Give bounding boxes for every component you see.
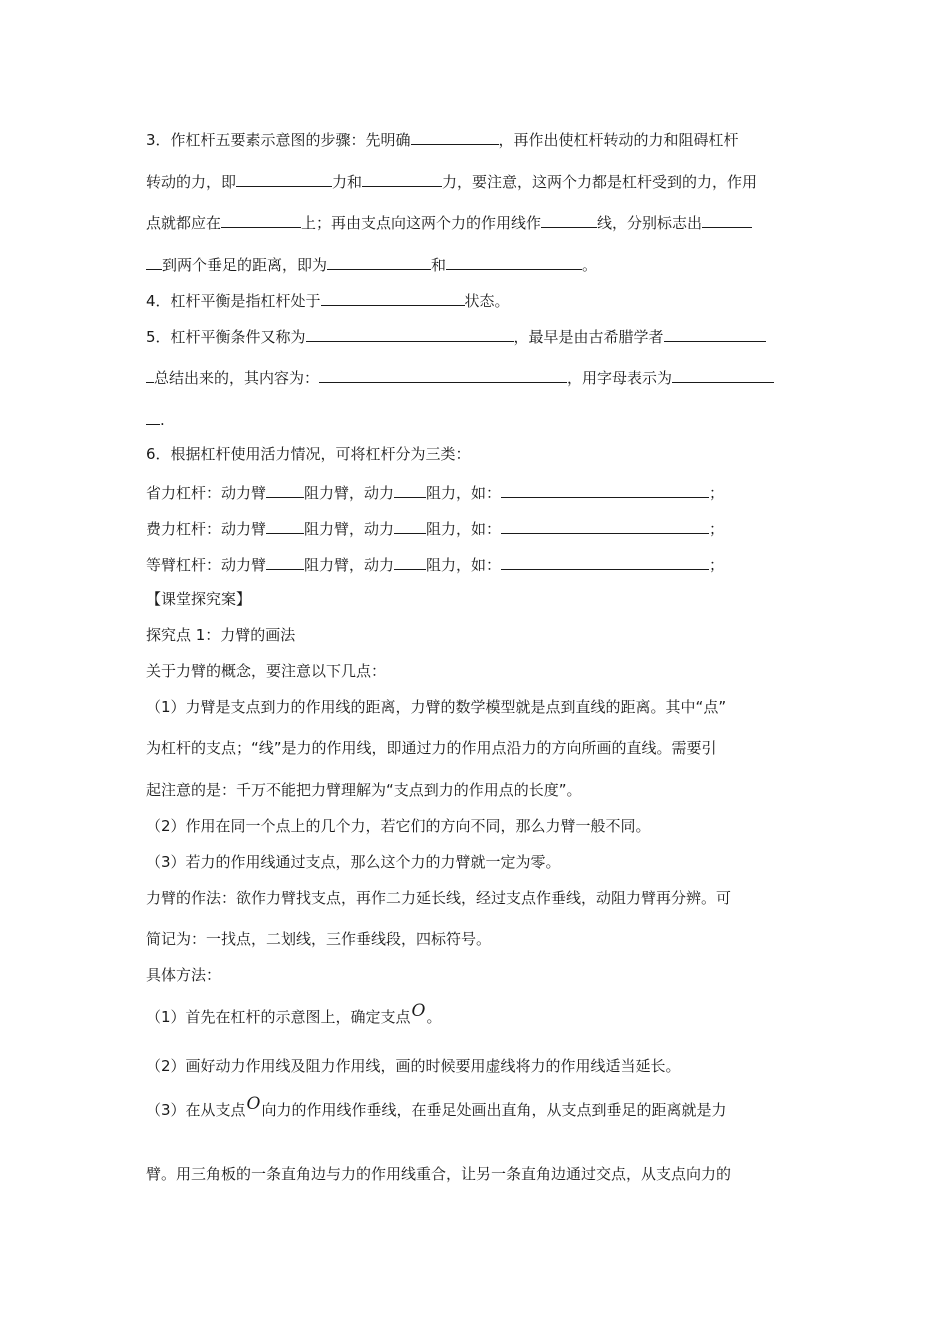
blank[interactable] bbox=[672, 366, 774, 383]
q5-line3 bbox=[146, 408, 165, 430]
q3-text-3b: 上；再由支点向这两个力的作用线作 bbox=[301, 214, 542, 232]
step-3-text-a: （3）在从支点 bbox=[146, 1101, 246, 1119]
q5-line2 bbox=[146, 366, 774, 388]
blank[interactable] bbox=[446, 253, 582, 270]
para-2: （2）作用在同一个点上的几个力，若它们的方向不同，那么力臂一般不同。 bbox=[146, 817, 651, 835]
blank[interactable] bbox=[702, 211, 752, 228]
q5-text-1b: ，最早是由古希腊学者 bbox=[513, 328, 664, 346]
blank[interactable] bbox=[221, 211, 301, 228]
blank[interactable] bbox=[266, 481, 304, 498]
q4-text-b: 状态。 bbox=[464, 292, 510, 310]
para-3: （3）若力的作用线通过支点，那么这个力的力臂就一定为零。 bbox=[146, 853, 561, 871]
q5-line1 bbox=[146, 325, 766, 347]
step-3-continued: 臂。用三角板的一条直角边与力的作用线重合，让另一条直角边通过交点，从支点向力的 bbox=[146, 1165, 732, 1183]
blank[interactable] bbox=[321, 289, 465, 306]
q3-line3 bbox=[146, 211, 752, 233]
blank[interactable] bbox=[146, 408, 160, 425]
q3-text-3a: 点就都应在 bbox=[146, 214, 222, 232]
q6-row-text: 费力杠杆：动力臂 bbox=[146, 520, 267, 538]
blank[interactable] bbox=[306, 325, 514, 342]
q6-intro: 6．根据杠杆使用活力情况，可将杠杆分为三类： bbox=[146, 445, 471, 463]
q3-line1 bbox=[146, 128, 739, 150]
blank[interactable] bbox=[541, 211, 597, 228]
blank[interactable] bbox=[394, 517, 426, 534]
fulcrum-symbol: O bbox=[246, 1094, 261, 1114]
blank[interactable] bbox=[362, 170, 442, 187]
blank[interactable] bbox=[266, 517, 304, 534]
q6-row-1 bbox=[146, 481, 724, 503]
blank[interactable] bbox=[411, 128, 499, 145]
q3-text-2c: 力，要注意，这两个力都是杠杆受到的力，作用 bbox=[442, 173, 758, 191]
q5-text-2b: ，用字母表示为 bbox=[567, 369, 673, 387]
blank[interactable] bbox=[146, 253, 162, 270]
q3-text-1b: ，再作出使杠杆转动的力和阻碍杠杆 bbox=[498, 131, 739, 149]
step-3-text-b: 向力的作用线作垂线，在垂足处画出直角，从支点到垂足的距离就是力 bbox=[261, 1101, 727, 1119]
q3-text-4c: 。 bbox=[582, 256, 598, 274]
para-1-line3: 起注意的是：千万不能把力臂理解为“支点到力的作用点的长度”。 bbox=[146, 781, 582, 799]
blank[interactable] bbox=[501, 481, 709, 498]
q6-row-text: 省力杠杆：动力臂 bbox=[146, 484, 267, 502]
q3-text-2a: 转动的力，即 bbox=[146, 173, 237, 191]
q3-line4 bbox=[146, 253, 597, 275]
specific-heading: 具体方法： bbox=[146, 966, 222, 984]
q6-row-text: 阻力臂，动力 bbox=[304, 484, 395, 502]
q6-row-3 bbox=[146, 553, 724, 575]
blank[interactable] bbox=[664, 325, 766, 342]
q4-line bbox=[146, 289, 510, 311]
q6-row-text: 阻力臂，动力 bbox=[304, 556, 395, 574]
blank[interactable] bbox=[394, 481, 426, 498]
q3-text-2b: 力和 bbox=[332, 173, 363, 191]
q6-row-text: 等臂杠杆：动力臂 bbox=[146, 556, 267, 574]
method-line1: 力臂的作法：欲作力臂找支点，再作二力延长线，经过支点作垂线，动阻力臂再分辨。可 bbox=[146, 889, 732, 907]
step-1 bbox=[146, 1001, 442, 1027]
q6-row-text: 阻力，如： bbox=[426, 520, 502, 538]
blank[interactable] bbox=[319, 366, 567, 383]
q6-row-text: ； bbox=[709, 520, 725, 538]
step-1-end: 。 bbox=[426, 1008, 442, 1026]
q6-row-text: 阻力，如： bbox=[426, 556, 502, 574]
q3-text-4b: 和 bbox=[431, 256, 447, 274]
q6-row-2 bbox=[146, 517, 724, 539]
blank[interactable] bbox=[327, 253, 431, 270]
q6-row-text: 阻力臂，动力 bbox=[304, 520, 395, 538]
step-2: （2）画好动力作用线及阻力作用线，画的时候要用虚线将力的作用线适当延长。 bbox=[146, 1057, 681, 1075]
q3-line2 bbox=[146, 170, 757, 192]
blank[interactable] bbox=[394, 553, 426, 570]
q4-text-a: 4．杠杆平衡是指杠杆处于 bbox=[146, 292, 321, 310]
q5-text-3: . bbox=[160, 411, 165, 429]
q3-text-4a: 到两个垂足的距离，即为 bbox=[162, 256, 328, 274]
section-heading: 【课堂探究案】 bbox=[146, 590, 252, 608]
q6-row-text: ； bbox=[709, 484, 725, 502]
method-line2: 简记为：一找点，二划线，三作垂线段，四标符号。 bbox=[146, 930, 492, 948]
step-1-text: （1）首先在杠杆的示意图上，确定支点 bbox=[146, 1008, 411, 1026]
q5-text-1a: 5．杠杆平衡条件又称为 bbox=[146, 328, 306, 346]
q3-text-1a: 3．作杠杆五要素示意图的步骤：先明确 bbox=[146, 131, 411, 149]
q5-text-2a: 总结出来的，其内容为： bbox=[154, 369, 320, 387]
point1-title: 探究点 1：力臂的画法 bbox=[146, 626, 296, 644]
q6-row-text: ； bbox=[709, 556, 725, 574]
para-1-line2: 为杠杆的支点；“线”是力的作用线，即通过力的作用点沿力的方向所画的直线。需要引 bbox=[146, 739, 717, 757]
step-3 bbox=[146, 1094, 727, 1120]
q6-row-text: 阻力，如： bbox=[426, 484, 502, 502]
blank[interactable] bbox=[501, 553, 709, 570]
blank[interactable] bbox=[266, 553, 304, 570]
blank[interactable] bbox=[236, 170, 332, 187]
q3-text-3c: 线，分别标志出 bbox=[597, 214, 703, 232]
blank[interactable] bbox=[146, 366, 154, 383]
para-1-line1: （1）力臂是支点到力的作用线的距离，力臂的数学模型就是点到直线的距离。其中“点” bbox=[146, 698, 727, 716]
fulcrum-symbol: O bbox=[411, 1001, 426, 1021]
blank[interactable] bbox=[501, 517, 709, 534]
concept-intro: 关于力臂的概念，要注意以下几点： bbox=[146, 662, 387, 680]
